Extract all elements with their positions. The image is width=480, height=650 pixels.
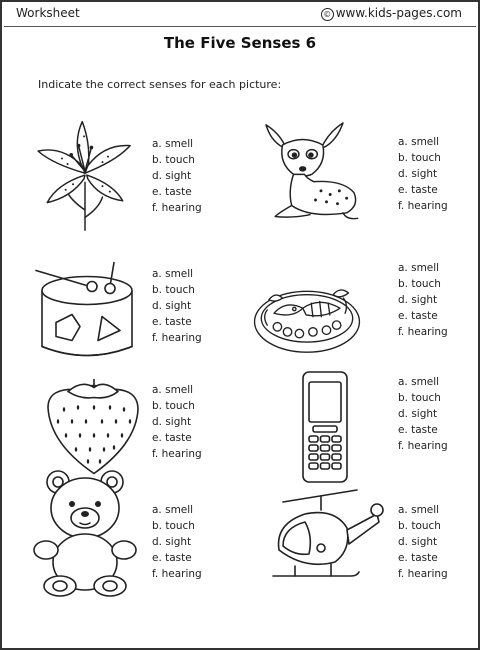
option-smell[interactable]: a. smell [398,504,440,516]
mobile-phone-icon [295,370,355,485]
option-taste[interactable]: e. taste [398,424,438,436]
teddy-bear-picture [30,468,140,598]
option-touch[interactable]: b. touch [398,392,441,404]
drum-icon [32,258,142,373]
worksheet-label: Worksheet [16,6,80,20]
toy-helicopter-icon [265,488,390,588]
option-touch[interactable]: b. touch [152,400,195,412]
option-taste[interactable]: e. taste [152,316,192,328]
option-touch[interactable]: b. touch [398,278,441,290]
option-smell[interactable]: a. smell [398,376,440,388]
option-hearing[interactable]: f. hearing [398,568,448,580]
sense-options-lily [152,136,247,216]
option-touch[interactable]: b. touch [398,520,441,532]
option-sight[interactable]: d. sight [398,168,438,180]
option-hearing[interactable]: f. hearing [398,326,448,338]
option-smell[interactable]: a. smell [152,138,194,150]
sense-options-phone [398,374,480,454]
option-hearing[interactable]: f. hearing [152,568,202,580]
header-divider [4,26,476,27]
option-sight[interactable]: d. sight [152,416,192,428]
fawn-icon [255,115,365,230]
fawn-picture [255,115,365,230]
option-touch[interactable]: b. touch [152,520,195,532]
copyright-icon: © [321,8,334,21]
mobile-phone-picture [295,370,355,485]
drum-picture [32,258,142,373]
option-taste[interactable]: e. taste [398,184,438,196]
option-hearing[interactable]: f. hearing [152,202,202,214]
option-sight[interactable]: d. sight [398,536,438,548]
sense-options-seafood [398,260,480,340]
option-touch[interactable]: b. touch [152,284,195,296]
option-sight[interactable]: d. sight [398,408,438,420]
lily-flower-picture [30,118,140,233]
sense-options-teddy-bear [152,502,247,582]
lily-flower-icon [30,118,140,233]
sense-options-drum [152,266,247,346]
seafood-platter-icon [252,260,362,375]
option-hearing[interactable]: f. hearing [152,448,202,460]
option-taste[interactable]: e. taste [152,552,192,564]
option-hearing[interactable]: f. hearing [398,440,448,452]
option-taste[interactable]: e. taste [398,310,438,322]
page-title: The Five Senses 6 [163,34,317,52]
option-sight[interactable]: d. sight [152,170,192,182]
sense-options-strawberry [152,382,247,462]
seafood-platter-picture [252,260,362,375]
option-taste[interactable]: e. taste [152,186,192,198]
option-hearing[interactable]: f. hearing [152,332,202,344]
option-smell[interactable]: a. smell [152,384,194,396]
sense-options-helicopter [398,502,480,582]
worksheet-header [0,0,480,26]
option-smell[interactable]: a. smell [398,136,440,148]
option-hearing[interactable]: f. hearing [398,200,448,212]
option-sight[interactable]: d. sight [398,294,438,306]
toy-helicopter-picture [265,488,390,588]
option-touch[interactable]: b. touch [152,154,195,166]
option-taste[interactable]: e. taste [152,432,192,444]
teddy-bear-icon [30,468,140,598]
sense-options-fawn [398,134,480,214]
option-taste[interactable]: e. taste [398,552,438,564]
instructions: Indicate the correct senses for each picture: [38,78,282,91]
option-sight[interactable]: d. sight [152,300,192,312]
option-smell[interactable]: a. smell [152,268,194,280]
option-smell[interactable]: a. smell [152,504,194,516]
site-url[interactable]: www.kids-pages.com [335,6,462,20]
site-credit[interactable] [321,6,462,21]
option-touch[interactable]: b. touch [398,152,441,164]
option-smell[interactable]: a. smell [398,262,440,274]
option-sight[interactable]: d. sight [152,536,192,548]
